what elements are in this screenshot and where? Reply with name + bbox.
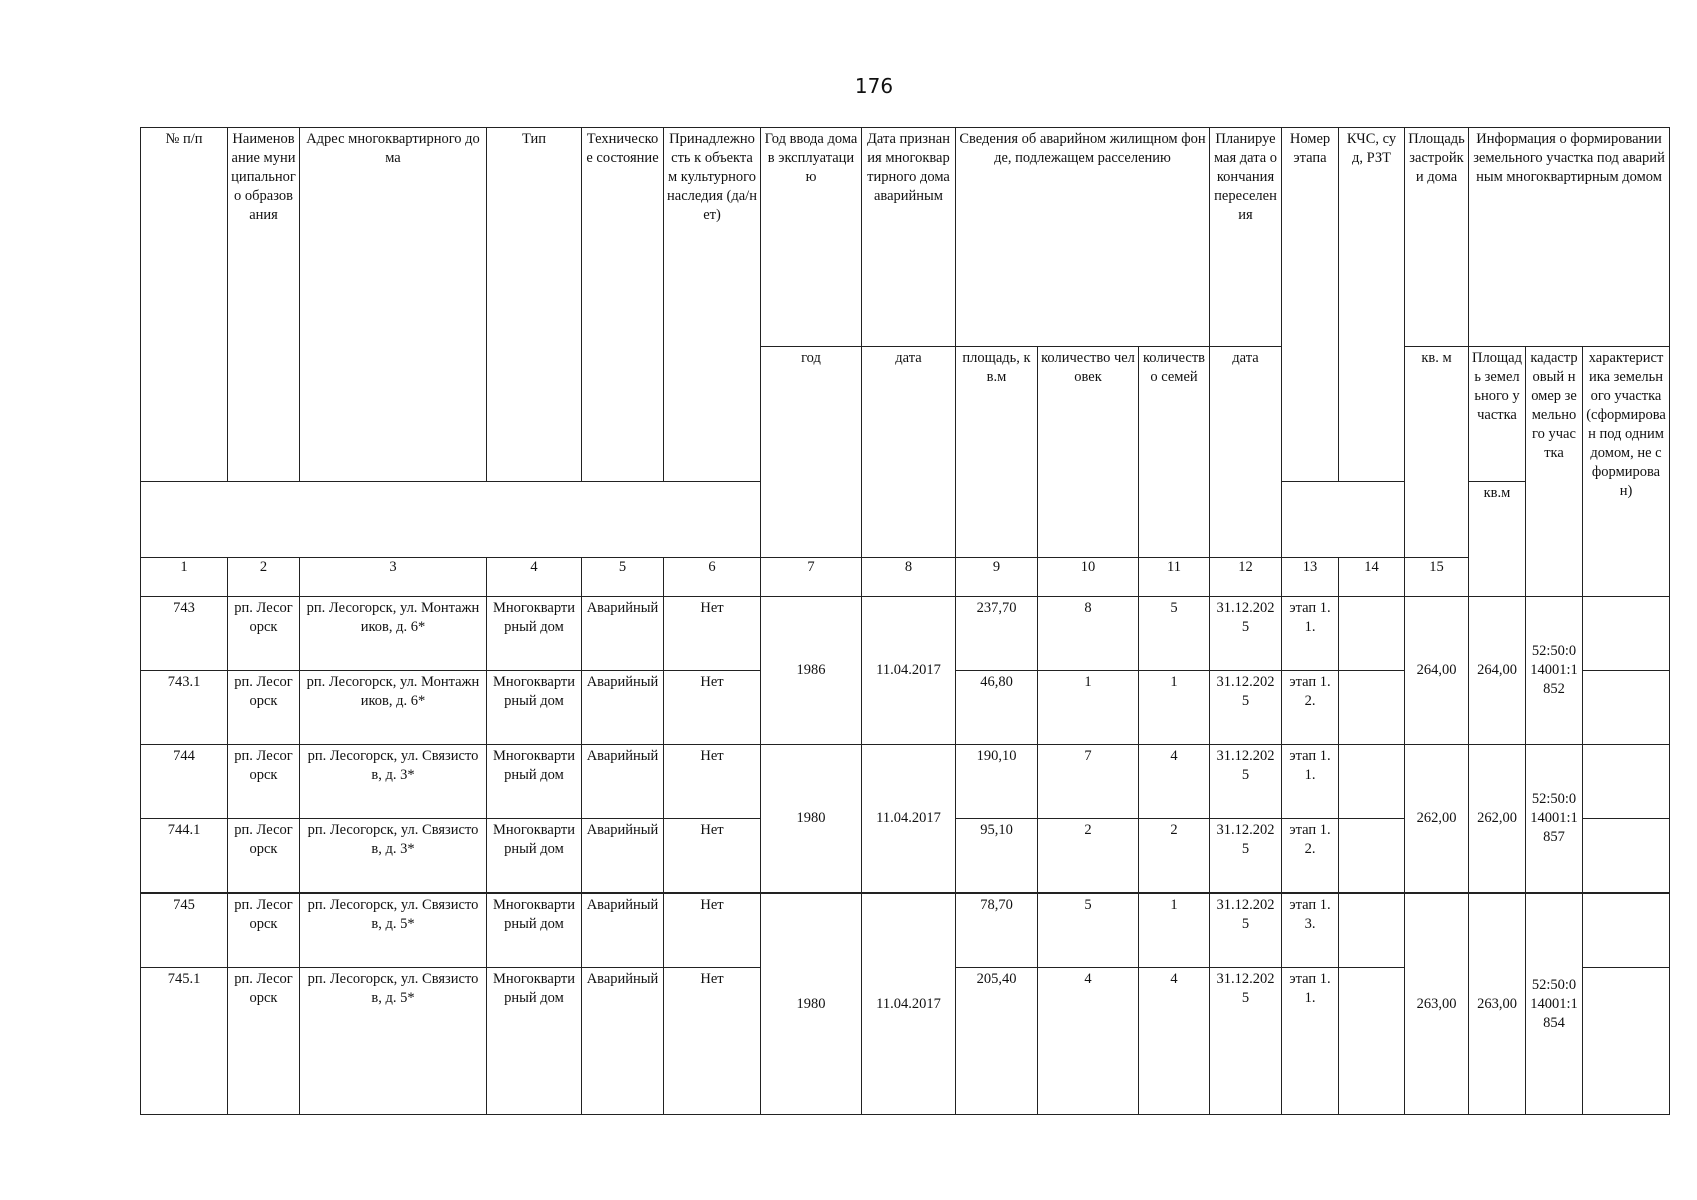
cell-year: 1980 [761,745,862,894]
column-number: 11 [1139,558,1210,597]
cell-address: рп. Лесогорск, ул. Монтажников, д. 6* [300,671,487,745]
cell-planned-date: 31.12.2025 [1210,671,1282,745]
cell-num: 743.1 [141,671,228,745]
cell-families: 4 [1139,968,1210,1115]
column-number: 5 [582,558,664,597]
unit-people: количество человек [1038,347,1139,558]
header-land-info: Информация о формировании земельного участка под аварийным многоквартирным домом [1469,128,1670,347]
cell-num: 744 [141,745,228,819]
column-number: 8 [862,558,956,597]
cell-recognition-date: 11.04.2017 [862,745,956,894]
header-num: № п/п [141,128,228,482]
table-row [141,893,1670,968]
cell-area: 205,40 [956,968,1038,1115]
cell-planned-date: 31.12.2025 [1210,597,1282,671]
cell-municipality: рп. Лесогорск [228,819,300,894]
cell-area: 190,10 [956,745,1038,819]
cell-heritage: Нет [664,671,761,745]
cell-condition: Аварийный [582,968,664,1115]
header-row-1 [141,128,1670,347]
cell-land-characteristic [1583,819,1670,894]
cell-stage: этап 1.1. [1282,968,1339,1115]
unit-year: год [761,347,862,558]
unit-families: количество семей [1139,347,1210,558]
cell-num: 743 [141,597,228,671]
cell-land-characteristic [1583,671,1670,745]
column-number: 14 [1339,558,1405,597]
column-number: 15 [1405,558,1469,597]
cell-condition: Аварийный [582,597,664,671]
cell-land-characteristic [1583,968,1670,1115]
cell-municipality: рп. Лесогорск [228,968,300,1115]
unit-land-area: кв.м [1469,482,1526,597]
cell-building-area: 262,00 [1405,745,1469,894]
cell-people: 1 [1038,671,1139,745]
unit-area: площадь, кв.м [956,347,1038,558]
cell-kchs [1339,893,1405,968]
column-number: 1 [141,558,228,597]
cell-address: рп. Лесогорск, ул. Связистов, д. 5* [300,968,487,1115]
cell-people: 5 [1038,893,1139,968]
cell-year: 1986 [761,597,862,745]
cell-kchs [1339,671,1405,745]
cell-num: 745 [141,893,228,968]
cell-cadastral: 52:50:014001:1854 [1526,893,1583,1115]
column-number: 6 [664,558,761,597]
cell-families: 2 [1139,819,1210,894]
cell-municipality: рп. Лесогорск [228,671,300,745]
cell-people: 4 [1038,968,1139,1115]
header-spacer-2 [1282,482,1405,558]
cell-heritage: Нет [664,745,761,819]
cell-type: Многоквартирный дом [487,597,582,671]
cell-condition: Аварийный [582,671,664,745]
header-condition: Техническое состояние [582,128,664,482]
header-municipality: Наименование муниципального образования [228,128,300,482]
column-number: 10 [1038,558,1139,597]
header-recognition-date: Дата признания многоквартирного дома аварийным [862,128,956,347]
header-year: Год ввода дома в эксплуатацию [761,128,862,347]
cell-condition: Аварийный [582,745,664,819]
cell-address: рп. Лесогорск, ул. Связистов, д. 3* [300,745,487,819]
cell-heritage: Нет [664,893,761,968]
cell-building-area: 263,00 [1405,893,1469,1115]
table-row [141,597,1670,671]
cell-type: Многоквартирный дом [487,893,582,968]
cell-area: 46,80 [956,671,1038,745]
cell-recognition-date: 11.04.2017 [862,597,956,745]
header-type: Тип [487,128,582,482]
cell-heritage: Нет [664,819,761,894]
header-emergency-fund: Сведения об аварийном жилищном фонде, подлежащем расселению [956,128,1210,347]
unit-date: дата [862,347,956,558]
cell-families: 1 [1139,893,1210,968]
cell-address: рп. Лесогорск, ул. Монтажников, д. 6* [300,597,487,671]
cell-building-area: 264,00 [1405,597,1469,745]
column-number: 2 [228,558,300,597]
cell-address: рп. Лесогорск, ул. Связистов, д. 3* [300,819,487,894]
cell-kchs [1339,968,1405,1115]
cell-stage: этап 1.1. [1282,745,1339,819]
cell-land-characteristic [1583,745,1670,819]
cell-planned-date: 31.12.2025 [1210,819,1282,894]
cell-type: Многоквартирный дом [487,968,582,1115]
cell-kchs [1339,819,1405,894]
header-spacer [141,482,761,558]
cell-condition: Аварийный [582,893,664,968]
column-number: 13 [1282,558,1339,597]
cell-land-area: 262,00 [1469,745,1526,894]
cell-people: 8 [1038,597,1139,671]
cell-people: 2 [1038,819,1139,894]
header-planned-date: Планируемая дата окончания переселения [1210,128,1282,347]
table-row [141,745,1670,819]
cell-municipality: рп. Лесогорск [228,893,300,968]
cell-stage: этап 1.3. [1282,893,1339,968]
cell-area: 237,70 [956,597,1038,671]
page-number: 176 [854,74,894,98]
cell-municipality: рп. Лесогорск [228,597,300,671]
header-stage: Номер этапа [1282,128,1339,482]
cell-people: 7 [1038,745,1139,819]
cell-heritage: Нет [664,968,761,1115]
cell-families: 5 [1139,597,1210,671]
table-body [141,597,1670,1115]
cell-num: 745.1 [141,968,228,1115]
cell-families: 1 [1139,671,1210,745]
cell-stage: этап 1.1. [1282,597,1339,671]
column-number: 7 [761,558,862,597]
header-cadastral: кадастровый номер земельного участка [1526,347,1583,597]
header-heritage: Принадлежность к объектам культурного наследия (да/нет) [664,128,761,482]
cell-families: 4 [1139,745,1210,819]
cell-planned-date: 31.12.2025 [1210,968,1282,1115]
header-address: Адрес многоквартирного дома [300,128,487,482]
column-number: 9 [956,558,1038,597]
cell-stage: этап 1.2. [1282,819,1339,894]
cell-type: Многоквартирный дом [487,671,582,745]
header-land-area: Площадь земельного участка [1469,347,1526,482]
cell-land-area: 263,00 [1469,893,1526,1115]
cell-area: 95,10 [956,819,1038,894]
unit-planned-date: дата [1210,347,1282,558]
cell-stage: этап 1.2. [1282,671,1339,745]
cell-land-characteristic [1583,597,1670,671]
cell-kchs [1339,745,1405,819]
unit-building-area: кв. м [1405,347,1469,558]
cell-heritage: Нет [664,597,761,671]
column-number-row [141,558,1670,597]
cell-type: Многоквартирный дом [487,745,582,819]
column-number: 3 [300,558,487,597]
cell-area: 78,70 [956,893,1038,968]
cell-type: Многоквартирный дом [487,819,582,894]
cell-cadastral: 52:50:014001:1852 [1526,597,1583,745]
cell-kchs [1339,597,1405,671]
cell-planned-date: 31.12.2025 [1210,893,1282,968]
header-building-area: Площадь застройки дома [1405,128,1469,347]
column-number: 4 [487,558,582,597]
housing-table [140,127,1670,1115]
cell-year: 1980 [761,893,862,1115]
cell-address: рп. Лесогорск, ул. Связистов, д. 5* [300,893,487,968]
cell-condition: Аварийный [582,819,664,894]
cell-planned-date: 31.12.2025 [1210,745,1282,819]
cell-land-area: 264,00 [1469,597,1526,745]
cell-cadastral: 52:50:014001:1857 [1526,745,1583,894]
column-number: 12 [1210,558,1282,597]
cell-num: 744.1 [141,819,228,894]
header-land-characteristic: характеристика земельного участка (сформирован под одним домом, не сформирован) [1583,347,1670,597]
header-kchs: КЧС, суд, РЗТ [1339,128,1405,482]
cell-land-characteristic [1583,893,1670,968]
cell-municipality: рп. Лесогорск [228,745,300,819]
cell-recognition-date: 11.04.2017 [862,893,956,1115]
